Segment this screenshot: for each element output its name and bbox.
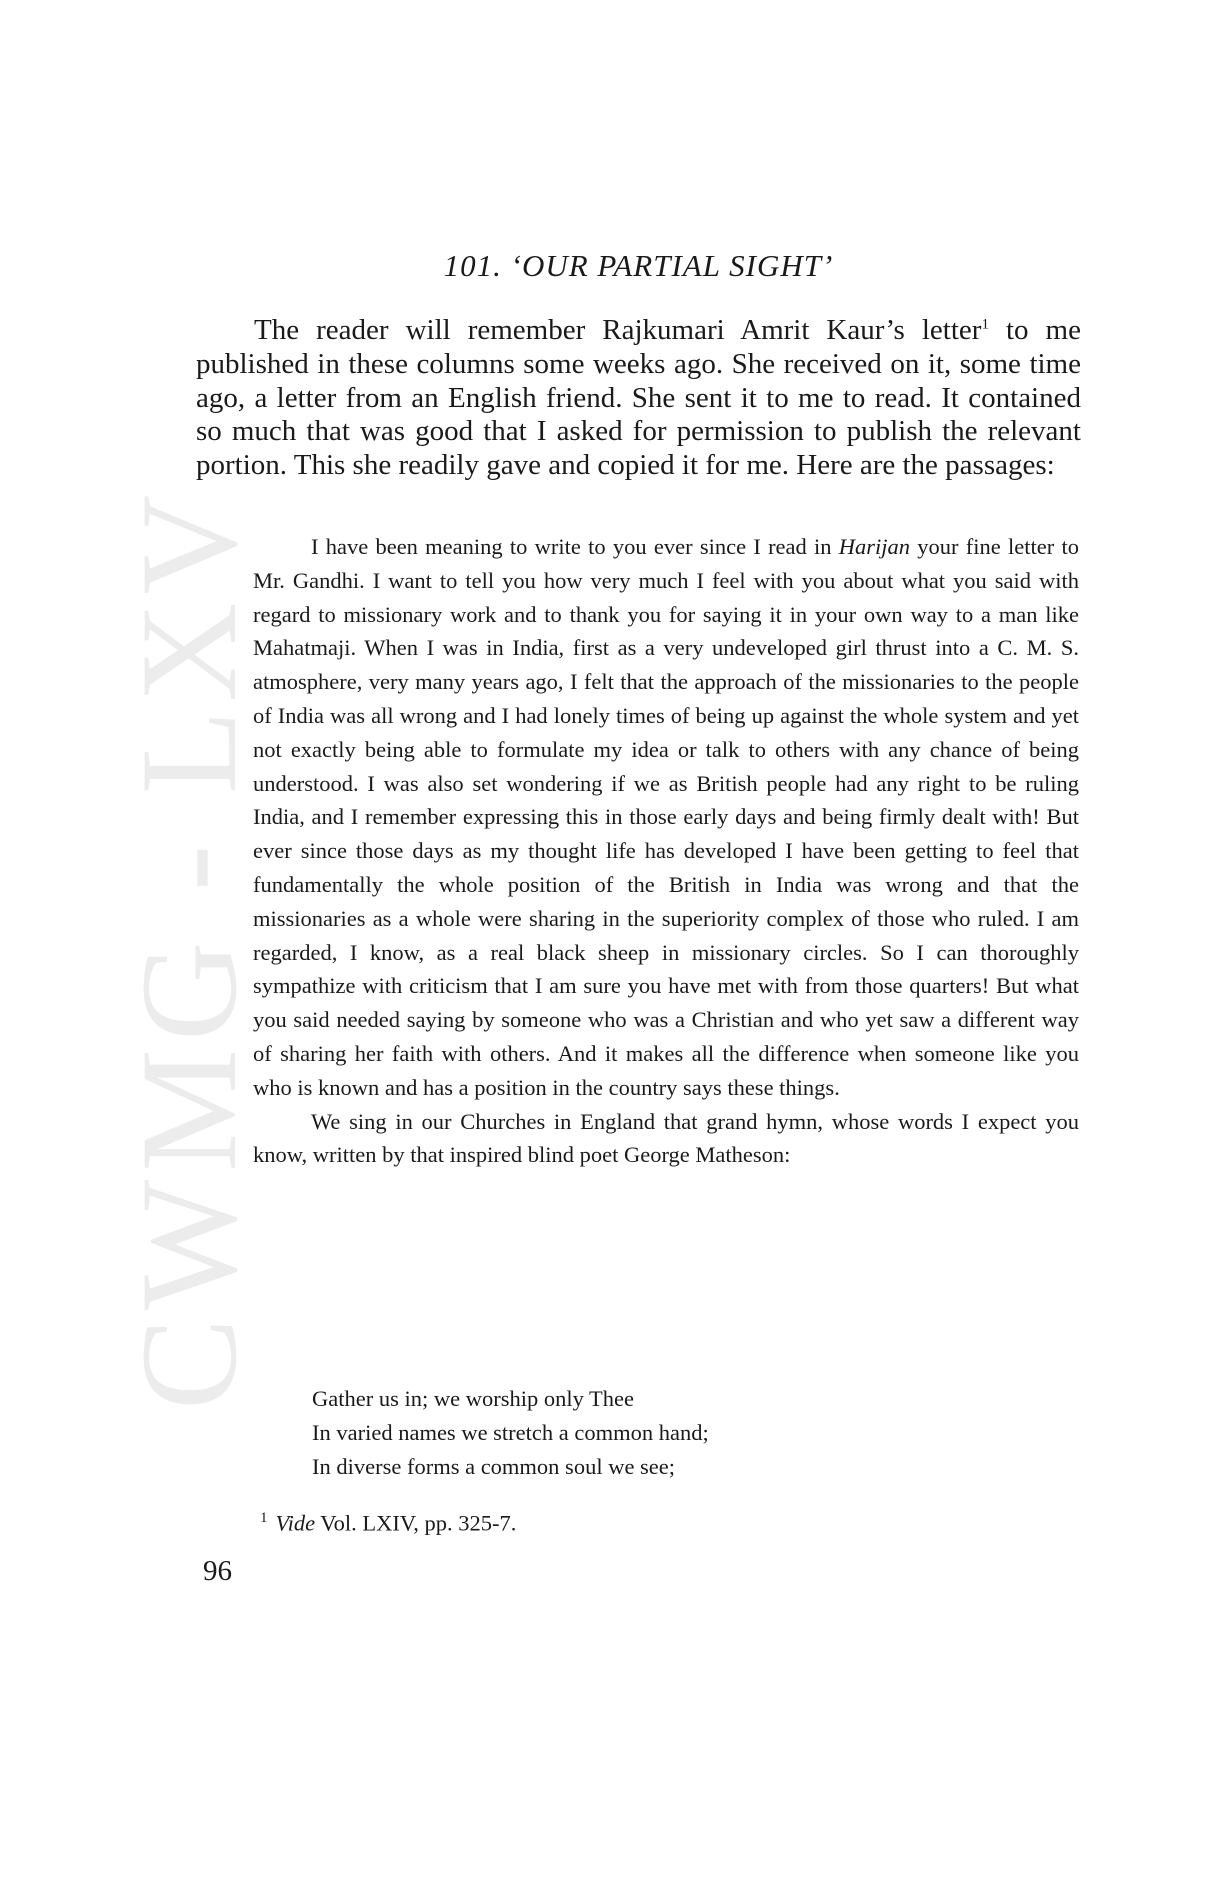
page-number: 96 <box>203 1555 232 1587</box>
quote-p1-start: I have been meaning to write to you ever since I read in <box>311 534 839 559</box>
verse-line: Gather us in; we worship only Thee <box>312 1386 635 1411</box>
verse-line: In varied names we stretch a common hand; <box>312 1420 709 1445</box>
hymn-verse <box>312 1382 709 1484</box>
watermark: CWMG - LXV <box>112 486 265 1410</box>
footnote-marker: 1 <box>260 1510 268 1526</box>
publication-name: Harijan <box>838 534 911 559</box>
footnote-text: Vol. LXIV, pp. 325-7. <box>315 1510 517 1536</box>
intro-text-rest: to me published in these columns some weeks ago. She received on it, some time ago, a letter from an English friend. She sent it to me to read. It contained so much that was good that I asked for permission to publish the relevant portion. This she readily gave and copied it for me. Here are the passages: <box>196 314 1081 482</box>
article-title: 101. ‘OUR PARTIAL SIGHT’ <box>443 248 834 283</box>
quote-paragraph-2: We sing in our Churches in England that grand hymn, whose words I expect you know, written by that inspired blind poet George Matheson: <box>253 1108 1079 1168</box>
intro-text-start: The reader will remember Rajkumari Amrit Kaur’s letter <box>254 314 982 346</box>
intro-paragraph <box>196 314 1081 483</box>
quoted-letter <box>253 530 1079 1172</box>
footnote-italic: Vide <box>275 1510 316 1536</box>
quote-p1-rest: your fine letter to Mr. Gandhi. I want to tell you how very much I feel with you about what you said with regard to missionary work and to thank you for saying it in your own way to a man like Mahatmaji. When I was in India, first as a very undeveloped girl thrust into a C. M. S. atmosphere, very many years ago, I felt that the approach of the missionaries to the people of India was all wrong and I had lonely times of being up against the whole system and yet not exactly being able to formulate my idea or talk to others with any chance of being understood. I was also set wondering if we as British people had any right to be ruling India, and I remember expressing this in those early days and being firmly dealt with! But ever since those days as my thought life has developed I have been getting to feel that fundamentally the whole position of the British in India was wrong and that the missionaries as a whole were sharing in the superiority complex of those who ruled. I am regarded, I know, as a real black sheep in missionary circles. So I can thoroughly sympathize with criticism that I am sure you have met with from those quarters! But what you said needed saying by someone who was a Christian and who yet saw a different way of sharing her faith with others. And it makes all the difference when someone like you who is known and has a position in the country says these things. <box>253 534 1079 1100</box>
verse-line: In diverse forms a common soul we see; <box>312 1454 676 1479</box>
footnote-reference: 1 <box>981 316 989 333</box>
quote-paragraph-1 <box>253 530 1079 1105</box>
footnote <box>260 1510 516 1537</box>
